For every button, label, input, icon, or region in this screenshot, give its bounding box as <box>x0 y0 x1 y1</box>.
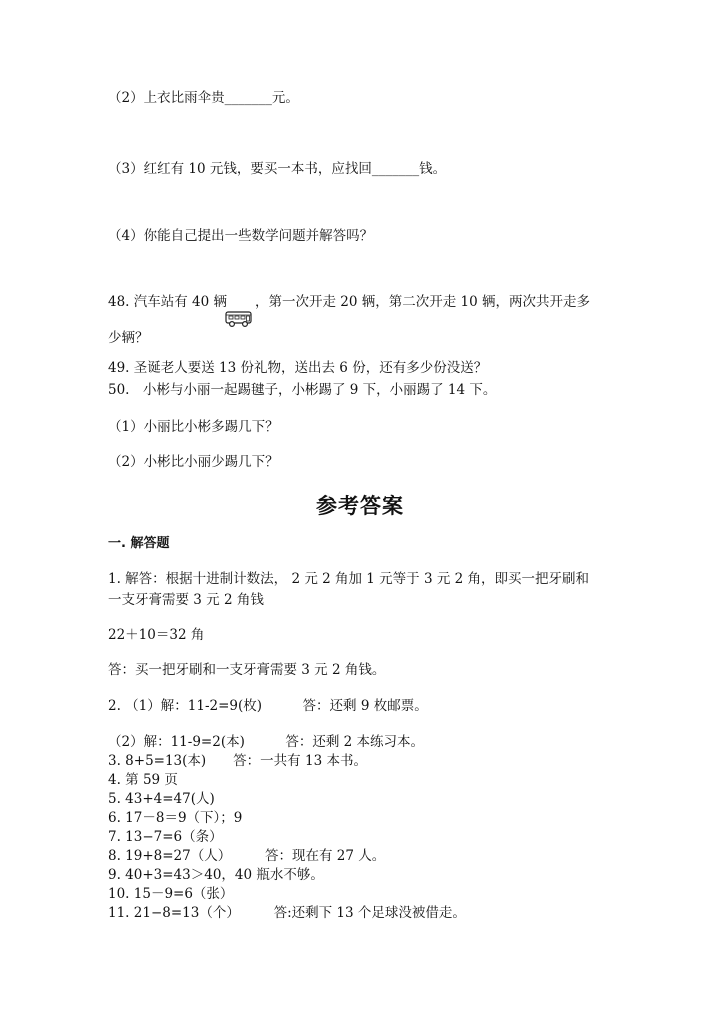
question-47-2: （2）上衣比雨伞贵_______元。 <box>108 90 299 106</box>
question-47-3: （3）红红有 10 元钱，要买一本书，应找回_______钱。 <box>108 161 447 177</box>
question-50-2: （2）小彬比小丽少踢几下？ <box>108 454 279 470</box>
question-48-part-c: 少辆？ <box>108 330 149 346</box>
question-47-4: （4）你能自己提出一些数学问题并解答吗？ <box>108 228 374 244</box>
answer-9: 9. 40+3=43＞40，40 瓶水不够。 <box>108 867 324 883</box>
answer-1-calc: 22＋10＝32 角 <box>108 627 205 643</box>
question-50-1: （1）小丽比小彬多踢几下？ <box>108 419 279 435</box>
answer-1-line-2: 一支牙膏需要 3 元 2 角钱 <box>108 592 264 608</box>
question-50: 50. 小彬与小丽一起踢毽子，小彬踢了 9 下，小丽踢了 14 下。 <box>108 382 497 398</box>
answer-4: 4. 第 59 页 <box>108 772 178 788</box>
answer-3: 3. 8+5=13(本) 答：一共有 13 本书。 <box>108 753 367 769</box>
answer-11: 11. 21−8=13（个） 答:还剩下 13 个足球没被借走。 <box>108 905 466 921</box>
answers-title: 参考答案 <box>316 494 404 518</box>
answer-1-final: 答：买一把牙刷和一支牙膏需要 3 元 2 角钱。 <box>108 662 386 678</box>
answer-10: 10. 15－9=6（张） <box>108 886 234 902</box>
question-48-part-b: ，第一次开走 20 辆，第二次开走 10 辆，两次共开走多 <box>255 294 591 310</box>
section-heading: 一. 解答题 <box>108 536 170 551</box>
answer-2-2: （2）解：11-9=2(本) 答：还剩 2 本练习本。 <box>108 734 425 750</box>
question-48-part-a: 48. 汽车站有 40 辆 <box>108 294 228 310</box>
answer-5: 5. 43+4=47(人) <box>108 791 215 807</box>
answer-6: 6. 17－8＝9（下）；9 <box>108 810 243 826</box>
answer-8: 8. 19+8=27（人） 答：现在有 27 人。 <box>108 848 386 864</box>
question-49: 49. 圣诞老人要送 13 份礼物，送出去 6 份，还有多少份没送？ <box>108 360 488 376</box>
answer-7: 7. 13−7=6（条） <box>108 829 223 845</box>
answer-2-1: 2. （1）解：11-2=9(枚) 答：还剩 9 枚邮票。 <box>108 698 428 714</box>
bus-icon <box>225 309 253 333</box>
answer-1-line-1: 1. 解答：根据十进制计数法， 2 元 2 角加 1 元等于 3 元 2 角，即买一把牙刷和 <box>108 571 590 587</box>
